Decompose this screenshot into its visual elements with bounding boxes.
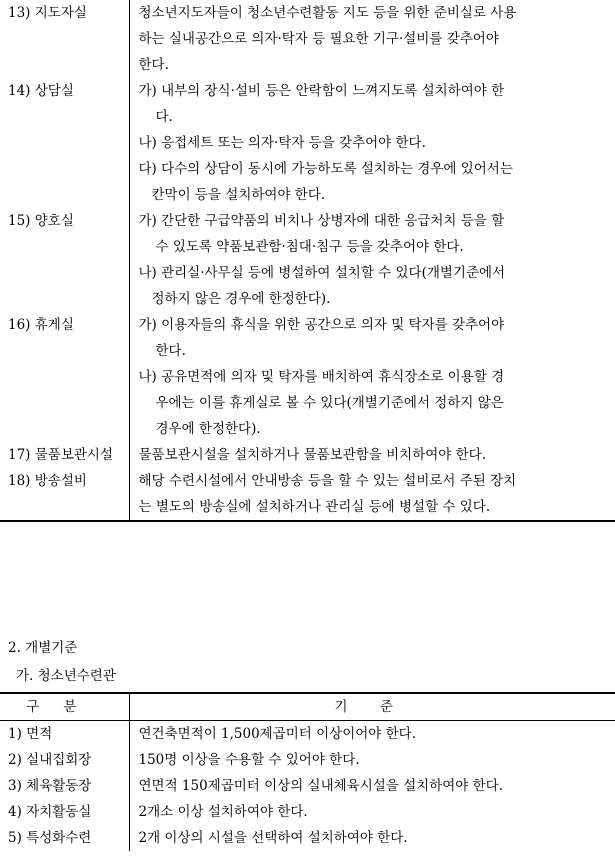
facility-text-line: 가) 간단한 구급약품의 비치나 상병자에 대한 응급처치 등을 할 [138, 213, 505, 229]
facility-label: 15) 양호실 [8, 213, 74, 229]
standards-row [0, 773, 615, 799]
facility-label-cell [0, 312, 129, 442]
facility-content-cell [129, 442, 615, 468]
standards-category: 4) 자치활동실 [0, 799, 129, 825]
facility-label-cell [0, 208, 129, 312]
standards-value: 2개소 이상 설치하여야 한다. [138, 804, 308, 820]
facility-content-cell [129, 468, 615, 521]
standards-value: 2개 이상의 시설을 선택하여 설치하여야 한다. [138, 830, 408, 846]
facility-text-line: 나) 응접세트 또는 의자·탁자 등을 갖추어야 한다. [138, 135, 426, 151]
facility-text-line: 청소년지도자들이 청소년수련활동 지도 등을 위한 준비실로 사용 [138, 5, 517, 21]
facility-text-line: 한다. [138, 57, 169, 73]
facility-text-line: 다) 다수의 상담이 동시에 가능하도록 설치하는 경우에 있어서는 [138, 161, 513, 177]
facility-row [0, 442, 615, 468]
facility-content-cell [129, 78, 615, 208]
facility-text-line: 칸막이 등을 설치하여야 한다. [151, 187, 326, 203]
facility-content-cell [129, 208, 615, 312]
facility-label: 13) 지도자실 [8, 5, 87, 21]
facility-text-line: 우에는 이를 휴게실로 볼 수 있다(개별기준에서 정하지 않은 [155, 395, 504, 411]
facility-label-cell [0, 468, 129, 521]
facility-content-cell [129, 0, 615, 78]
facility-text-line: 수 있도록 약품보관함·침대·침구 등을 갖추어야 한다. [155, 239, 464, 255]
facility-label-cell [0, 78, 129, 208]
facility-text-line: 하는 실내공간으로 의자·탁자 등 필요한 기구·설비를 갖추어야 [138, 31, 499, 47]
facility-label: 18) 방송설비 [8, 473, 87, 489]
standards-table [0, 692, 615, 851]
standards-row [0, 721, 615, 748]
standards-header-row [0, 693, 615, 721]
facility-content-cell [129, 312, 615, 442]
facility-text-line: 정하지 않은 경우에 한정한다). [151, 291, 331, 307]
facility-label-cell [0, 0, 129, 78]
standards-category: 3) 체육활동장 [0, 773, 129, 799]
standards-category: 1) 면적 [0, 721, 129, 748]
standards-row [0, 747, 615, 773]
column-header-category: 구 분 [0, 693, 129, 721]
facility-row [0, 0, 615, 78]
facility-text-line: 가) 내부의 장식·설비 등은 안락함이 느껴지도록 설치하여야 한 [138, 83, 505, 99]
facility-text-line: 나) 관리실·사무실 등에 병설하여 설치할 수 있다(개별기준에서 [138, 265, 506, 281]
facility-row [0, 208, 615, 312]
section-heading: 2. 개별기준 [8, 640, 78, 656]
facility-text-line: 물품보관시설을 설치하거나 물품보관함을 비치하여야 한다. [138, 447, 486, 463]
facility-row [0, 312, 615, 442]
standards-value: 연면적 150제곱미터 이상의 실내체육시설을 설치하여야 한다. [138, 778, 503, 794]
subsection-heading: 가. 청소년수련관 [16, 668, 116, 684]
column-header-standard: 기 준 [129, 693, 615, 721]
standards-row [0, 825, 615, 851]
facility-text-line: 가) 이용자들의 휴식을 위한 공간으로 의자 및 탁자를 갖추어야 [138, 317, 505, 333]
standards-category: 5) 특성화수련 [0, 825, 129, 851]
facility-text-line: 는 별도의 방송실에 설치하거나 관리실 등에 병설할 수 있다. [138, 499, 491, 515]
standards-value: 150명 이상을 수용할 수 있어야 한다. [138, 752, 360, 768]
facility-row [0, 78, 615, 208]
facility-row [0, 468, 615, 521]
facility-text-line: 해당 수련시설에서 안내방송 등을 할 수 있는 설비로서 주된 장치 [138, 473, 517, 489]
standards-value: 연건축면적이 1,500제곱미터 이상이어야 한다. [138, 726, 417, 742]
standards-row [0, 799, 615, 825]
facility-text-line: 한다. [155, 343, 186, 359]
facility-label-cell [0, 442, 129, 468]
facility-text-line: 나) 공유면적에 의자 및 탁자를 배치하여 휴식장소로 이용할 경 [138, 369, 505, 385]
standards-category: 2) 실내집회장 [0, 747, 129, 773]
facility-text-line: 경우에 한정한다). [155, 421, 261, 437]
facility-label: 17) 물품보관시설 [8, 447, 113, 463]
facility-label: 14) 상담실 [8, 83, 74, 99]
facility-text-line: 다. [155, 109, 173, 125]
facility-label: 16) 휴게실 [8, 317, 74, 333]
